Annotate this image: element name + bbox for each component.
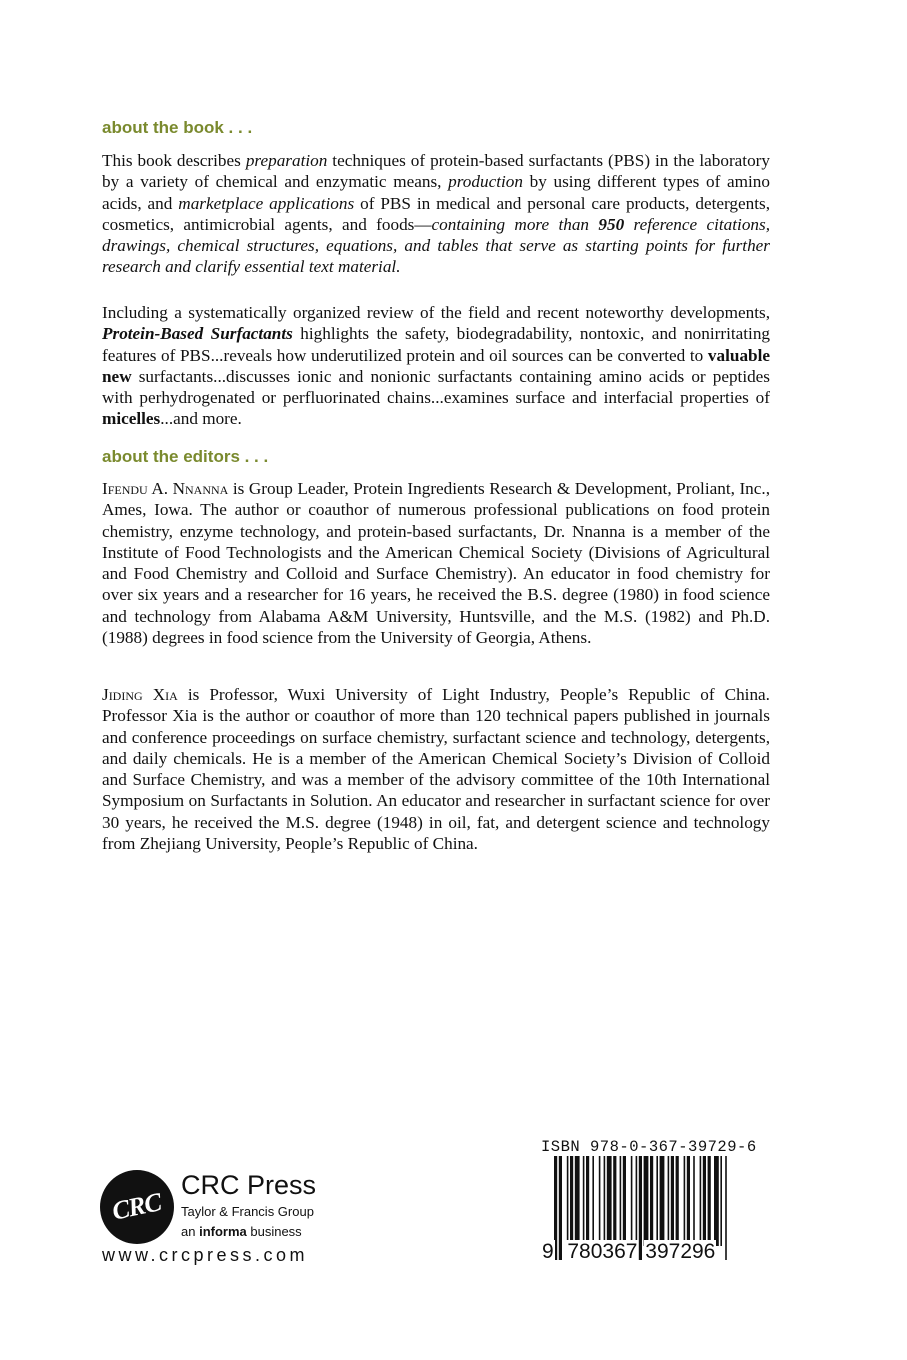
- barcode-bar: [613, 1156, 616, 1246]
- barcode-bar: [592, 1156, 594, 1246]
- publisher-group: Taylor & Francis Group: [181, 1204, 314, 1219]
- barcode-bar: [575, 1156, 580, 1246]
- barcode-bar: [599, 1156, 601, 1246]
- barcode-bar: [693, 1156, 695, 1246]
- about-book-paragraph-1: This book describes preparation techniques of protein-based surfactants (PBS) in the laboratory by a variety of chemical and enzymatic means, production by using different types of amino acids, and marketplace applications of PBS in medical and personal care products, detergents, cosmetics, antimicrobial agents, and foods—containing more than 950 reference citations, drawings, chemical structures, equations, and tables that serve as starting points for further research and clarify essential text material.: [102, 151, 770, 277]
- about-editors-heading: about the editors . . .: [102, 447, 269, 466]
- publisher-tagline: an informa business: [181, 1224, 302, 1239]
- publisher-name: CRC Press: [181, 1170, 317, 1200]
- publisher-website: www.crcpress.com: [102, 1245, 309, 1265]
- barcode-bar: [656, 1156, 658, 1246]
- barcode-bar: [671, 1156, 674, 1246]
- barcode-bar: [586, 1156, 589, 1246]
- barcode-bar: [708, 1156, 711, 1246]
- editor-bio-xia: Jiding Xia is Professor, Wuxi University of Light Industry, People’s Republic of China. Professor Xia is the author or coauthor of more than 120 technical papers published in journals and conference proceedings on surface chemistry, surfactant science and technology, detergents, and daily chemicals. He is a member of the American Chemical Society’s Division of Colloid and Surface Chemistry, and was a member of the advisory committee of the 10th International Symposium on Surfactants in Solution. An educator and researcher in surfactant science for over 30 years, he received the M.S. degree (1948) in oil, fat, and detergent science and technology from Zhejiang University, People’s Republic of China.: [102, 685, 770, 854]
- barcode-bar: [660, 1156, 665, 1246]
- barcode-bar: [567, 1156, 569, 1246]
- barcode-bar: [687, 1156, 690, 1246]
- barcode-bar: [703, 1156, 706, 1246]
- barcode-bar: [725, 1156, 727, 1260]
- barcode-bar: [604, 1156, 606, 1246]
- editor-bio-nnanna: Ifendu A. Nnanna is Group Leader, Protein Ingredients Research & Development, Proliant, Inc., Ames, Iowa. The author or coauthor of numerous professional publications on food protein chemistry, enzyme technology, and protein-based surfactants, Dr. Nnanna is a member of the Institute of Food Technologists and the American Chemical Society (Divisions of Agricultural and Food Chemistry and Colloid and Surface Chemistry). An educator in food chemistry for over six years and a researcher for 16 years, he received the B.S. degree (1980) in food science and technology from Alabama A&M University, Huntsville, and the M.S. (1982) and Ph.D. (1988) degrees in food science from the University of Georgia, Athens.: [102, 479, 770, 648]
- about-book-heading: about the book . . .: [102, 118, 253, 137]
- editor-name: Jiding Xia: [102, 685, 178, 704]
- barcode-bar: [714, 1156, 719, 1246]
- editor-name: Ifendu A. Nnanna: [102, 479, 229, 498]
- barcode-bar: [620, 1156, 622, 1246]
- barcode-bar: [684, 1156, 686, 1246]
- crc-logo: CRC: [100, 1170, 174, 1244]
- barcode-bar: [700, 1156, 702, 1246]
- isbn-label: ISBN 978-0-367-39729-6: [541, 1138, 757, 1156]
- about-book-paragraph-2: Including a systematically organized review of the field and recent noteworthy developments, Protein-Based Surfactants highlights the safety, biodegradability, nontoxic, and nonirritating features of PBS...reveals how underutilized protein and oil sources can be converted to valuable new surfactants...discusses ionic and nonionic surfactants containing amino acids or peptides with perhydrogenated or perfluorinated chains...examines surface and interfacial properties of micelles...and more.: [102, 303, 771, 429]
- barcode-bar: [570, 1156, 573, 1246]
- barcode-bar: [720, 1156, 722, 1246]
- barcode-bar: [668, 1156, 670, 1246]
- barcode-bar: [650, 1156, 653, 1246]
- barcode-bar: [644, 1156, 649, 1246]
- barcode-bar: [583, 1156, 585, 1246]
- barcode-bar: [623, 1156, 626, 1246]
- barcode-bar: [607, 1156, 612, 1246]
- barcode-digits: 9 780367 397296: [542, 1240, 716, 1263]
- barcode-bar: [676, 1156, 679, 1246]
- barcode-bar: [631, 1156, 633, 1246]
